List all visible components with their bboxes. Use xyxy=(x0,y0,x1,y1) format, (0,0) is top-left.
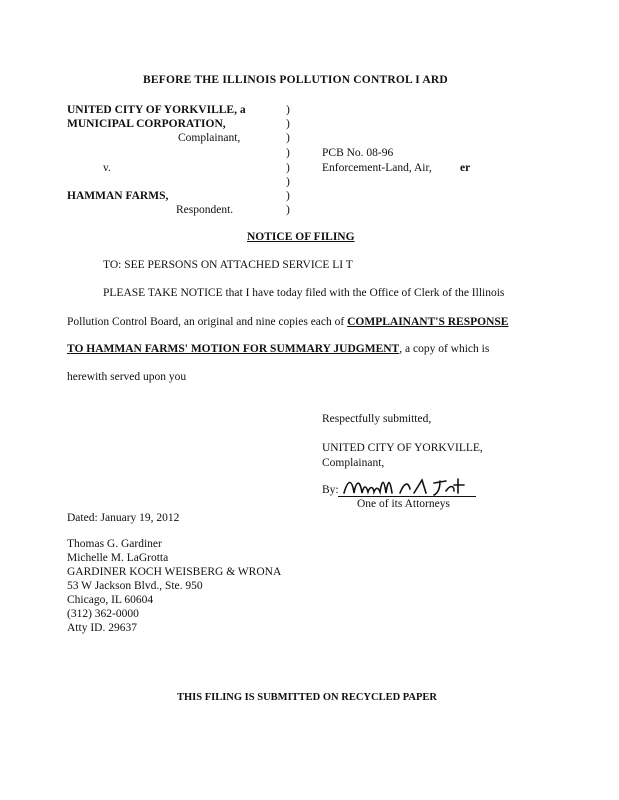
notice-paragraph-line3-text: , a copy of which is xyxy=(399,343,490,355)
case-type-suffix: er xyxy=(460,162,471,174)
signature-party: UNITED CITY OF YORKVILLE, xyxy=(322,442,483,454)
notice-heading: NOTICE OF FILING xyxy=(247,231,355,243)
attorney-label: One of its Attorneys xyxy=(357,498,450,510)
notice-paragraph-line1: PLEASE TAKE NOTICE that I have today filed with the Office of Clerk of the Illinois xyxy=(103,287,505,299)
notice-paragraph-line3 xyxy=(67,343,489,355)
caption-versus: v. xyxy=(103,162,111,174)
document-title: BEFORE THE ILLINOIS POLLUTION CONTROL I ARD xyxy=(143,74,448,86)
counsel-name-2: Michelle M. LaGrotta xyxy=(67,552,169,564)
caption-plaintiff-line2: MUNICIPAL CORPORATION, xyxy=(67,118,226,130)
caption-respondent-label: Respondent. xyxy=(176,204,234,216)
counsel-firm: GARDINER KOCH WEISBERG & WRONA xyxy=(67,566,282,578)
caption-bracket: ) xyxy=(286,118,290,130)
notice-paragraph-line2 xyxy=(67,316,508,328)
counsel-phone: (312) 362-0000 xyxy=(67,608,139,620)
recycled-paper-note: THIS FILING IS SUBMITTED ON RECYCLED PAPER xyxy=(177,692,438,703)
caption-bracket: ) xyxy=(286,204,290,216)
signature-line xyxy=(338,496,476,497)
respectfully-submitted: Respectfully submitted, xyxy=(322,413,432,425)
caption-bracket: ) xyxy=(286,132,290,144)
caption-defendant: HAMMAN FARMS, xyxy=(67,190,169,202)
caption-bracket: ) xyxy=(286,104,290,116)
caption-bracket: ) xyxy=(286,147,290,159)
counsel-address: 53 W Jackson Blvd., Ste. 950 xyxy=(67,580,203,592)
notice-paragraph-line2-text: Pollution Control Board, an original and nine copies each of xyxy=(67,316,345,328)
counsel-atty-id: Atty ID. 29637 xyxy=(67,622,137,634)
caption-bracket: ) xyxy=(286,176,290,188)
signature-role: Complainant, xyxy=(322,457,385,469)
to-line: TO: SEE PERSONS ON ATTACHED SERVICE LI T xyxy=(103,259,353,271)
signature-by-label: By: xyxy=(322,484,339,496)
counsel-city: Chicago, IL 60604 xyxy=(67,594,154,606)
caption-bracket: ) xyxy=(286,190,290,202)
caption-plaintiff-line1: UNITED CITY OF YORKVILLE, a xyxy=(67,104,246,116)
case-type: Enforcement-Land, Air, xyxy=(322,162,432,174)
document-title-part1: COMPLAINANT'S RESPONSE xyxy=(347,316,509,328)
caption-complainant-label: Complainant, xyxy=(178,132,241,144)
case-number: PCB No. 08-96 xyxy=(322,147,394,159)
caption-bracket: ) xyxy=(286,162,290,174)
document-title-part2: TO HAMMAN FARMS' MOTION FOR SUMMARY JUDGMENT xyxy=(67,343,400,355)
dated-line: Dated: January 19, 2012 xyxy=(67,512,180,524)
counsel-name-1: Thomas G. Gardiner xyxy=(67,538,162,550)
notice-paragraph-line4: herewith served upon you xyxy=(67,371,187,383)
